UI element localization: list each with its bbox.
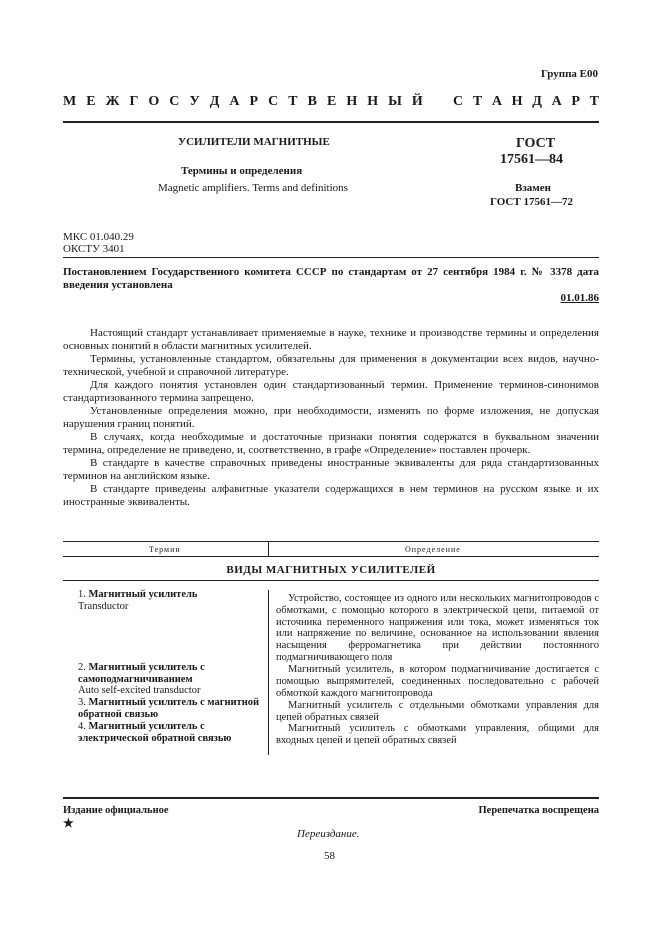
definition-text: Магнитный усилитель, в котором подмагничивание достигается с помощью выпрямителей, соединенных последовательно с рабочей обмоткой каждого магнитопровода <box>276 664 599 699</box>
group-code: Группа Е00 <box>540 68 598 80</box>
heading-letter: Т <box>589 94 599 109</box>
heading-letter: Т <box>288 94 298 109</box>
term-number: 4. <box>78 721 86 732</box>
heading-letter: Й <box>411 94 423 109</box>
classification-rule <box>63 257 599 258</box>
term-english: Auto self-excited transductor <box>78 685 201 696</box>
gost-number: 17561—84 <box>500 152 563 167</box>
heading-letter: Ж <box>105 94 120 109</box>
reissue-note: Переиздание. <box>297 828 360 840</box>
definition-text: Устройство, состоящее из одного или нескольких магнитопроводов с обмотками, с помощью которого в электрической цепи, питаемой от источника переменного напряжения или тока, может изменяться ток или напряжение по величине, основанное на использовании явления насыщения ферромагнетика при действии постоянного подмагничивающего поля <box>276 593 599 663</box>
heading-word-standard <box>453 94 599 110</box>
heading-letter: А <box>229 94 240 109</box>
replaces-label: Взамен <box>515 182 551 194</box>
body-column-divider <box>268 590 269 755</box>
heading-letter: А <box>551 94 562 109</box>
table-top-rule <box>63 541 599 542</box>
header-column-divider <box>268 541 269 556</box>
term-name: Магнитный усилитель <box>88 589 198 600</box>
standard-subtitle: Термины и определения <box>181 165 303 177</box>
header-rule <box>63 121 599 123</box>
standard-title: УСИЛИТЕЛИ МАГНИТНЫЕ <box>178 136 330 148</box>
intro-paragraph: В стандарте приведены алфавитные указатели содержащихся в нем терминов на русском языке и их иностранные эквиваленты. <box>63 482 599 508</box>
heading-word-interstate <box>63 94 423 110</box>
heading-letter: Н <box>511 94 523 109</box>
introduction-date: 01.01.86 <box>560 292 599 304</box>
gost-label: ГОСТ <box>516 136 556 151</box>
heading-letter: Р <box>571 94 580 109</box>
intro-paragraph: Термины, установленные стандартом, обязательны для применения в документации всех видов, научно-технической, учебной и справочной литературе. <box>63 352 599 378</box>
intro-paragraph: В стандарте в качестве справочных приведены иностранные эквиваленты для ряда стандартизованных терминов на английском языке. <box>63 456 599 482</box>
heading-letter: Д <box>532 94 542 109</box>
heading-letter: Н <box>346 94 358 109</box>
intro-paragraph: В случаях, когда необходимые и достаточные признаки понятия содержатся в буквальном значении термина, определение не приведено, и, соответственно, в графе «Определение» поставлен прочерк. <box>63 430 599 456</box>
term-entry <box>78 589 263 612</box>
section-rule <box>63 580 599 581</box>
intro-paragraph: Настоящий стандарт устанавливает применяемые в науке, технике и производстве термины и определения основных понятий в области магнитных усилителей. <box>63 327 599 352</box>
heading-letter: Д <box>209 94 220 109</box>
intro-paragraph: Для каждого понятия установлен один стандартизованный термин. Применение терминов-синонимов стандартизованного термина запрещено. <box>63 378 599 404</box>
okstu-code: ОКСТУ 3401 <box>63 243 125 255</box>
standard-title-english: Magnetic amplifiers. Terms and definitions <box>158 182 348 194</box>
heading-letter: А <box>491 94 502 109</box>
footer-rule <box>63 797 599 799</box>
definition-text: Магнитный усилитель с отдельными обмотками управления для цепей обратных связей <box>276 700 599 723</box>
reprint-notice: Перепечатка воспрещена <box>478 805 599 816</box>
star-icon: ★ <box>63 816 74 830</box>
term-name: Магнитный усилитель с магнитной обратной связью <box>78 697 260 720</box>
term-entry <box>78 721 263 744</box>
official-edition: Издание официальное <box>63 805 169 816</box>
column-header-term: Термин <box>149 545 181 554</box>
term-english: Transductor <box>78 600 129 612</box>
heading-letter: С <box>268 94 279 109</box>
heading-letter: С <box>453 94 464 109</box>
page-number: 58 <box>324 850 335 862</box>
term-name: Магнитный усилитель с самоподмагничиванием <box>78 662 205 685</box>
heading-letter: Е <box>86 94 96 109</box>
heading-letter: М <box>63 94 77 109</box>
heading-letter: Р <box>249 94 259 109</box>
heading-letter: Е <box>326 94 337 109</box>
replaces-number: ГОСТ 17561—72 <box>490 196 573 208</box>
table-header-rule <box>63 556 599 557</box>
intro-paragraph: Установленные определения можно, при необходимости, изменять по форме изложения, не допуская нарушения границ понятий. <box>63 404 599 430</box>
heading-letter: Г <box>129 94 139 109</box>
classification-codes <box>63 231 134 255</box>
heading-letter: О <box>148 94 160 109</box>
standard-type-heading <box>63 94 599 110</box>
introduction-text <box>63 327 599 509</box>
term-number: 1. <box>78 589 86 600</box>
term-entry <box>78 697 263 720</box>
heading-letter: В <box>307 94 317 109</box>
heading-letter: Ы <box>388 94 402 109</box>
term-number: 2. <box>78 662 86 673</box>
term-name: Магнитный усилитель с электрической обратной связью <box>78 721 232 744</box>
term-number: 3. <box>78 697 86 708</box>
column-header-definition: Определение <box>405 545 461 554</box>
heading-letter: Т <box>472 94 483 109</box>
definition-text: Магнитный усилитель с обмотками управления, общими для входных цепей и цепей обратных связей <box>276 723 599 746</box>
mks-code: МКС 01.040.29 <box>63 231 134 243</box>
decree-text: Постановлением Государственного комитета СССР по стандартам от 27 сентября 1984 г. № 3378 дата введения установлена <box>63 266 599 291</box>
heading-letter: У <box>189 94 200 109</box>
heading-letter: Н <box>367 94 379 109</box>
heading-letter: С <box>169 94 180 109</box>
section-title: ВИДЫ МАГНИТНЫХ УСИЛИТЕЛЕЙ <box>226 564 436 576</box>
term-entry <box>78 662 263 697</box>
